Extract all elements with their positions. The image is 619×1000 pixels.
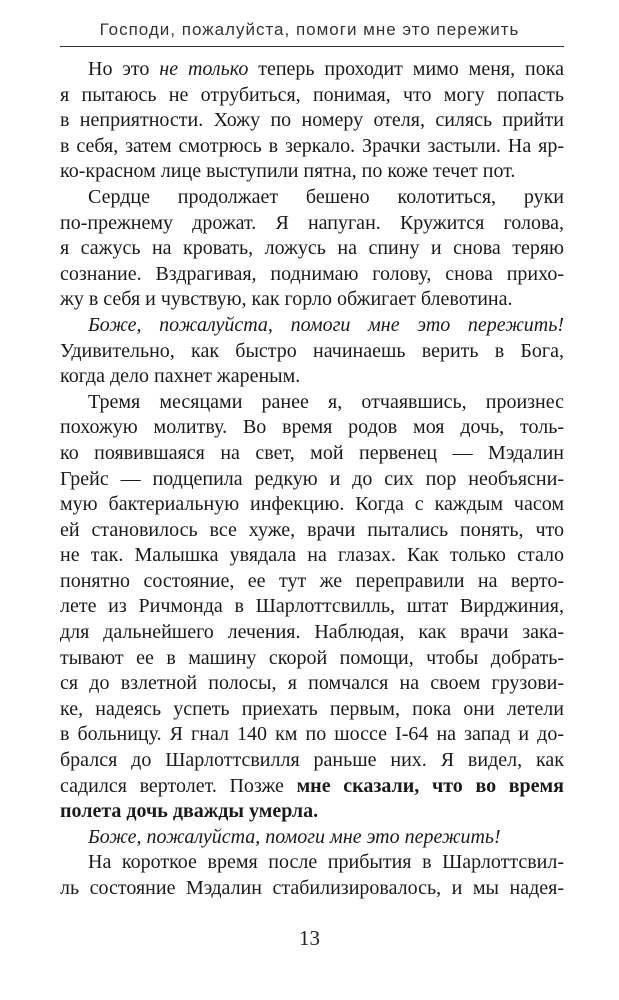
text-run: по-прежнему дрожат. Я напуган. Кружится голова,	[60, 211, 564, 234]
text-line	[60, 697, 564, 723]
text-run: для дальнейшего лечения. Наблюдая, как врачи зака-	[60, 621, 564, 644]
text-run: На короткое время после прибытия в Шарлоттсвил-	[88, 851, 564, 874]
text-line	[60, 134, 564, 160]
text-run: ко-красном лице выступили пятна, по коже течет пот.	[60, 160, 516, 183]
text-run: в неприятности. Хожу по номеру отеля, силясь прийти	[60, 109, 564, 132]
text-run: в больницу. Я гнал 140 км по шоссе I-64 на запад и до-	[60, 723, 564, 746]
text-line	[60, 722, 564, 748]
italic-text: Боже, пожалуйста, помоги мне это пережить!	[88, 825, 501, 848]
bold-text: полета дочь дважды умерла.	[60, 800, 319, 823]
text-line	[60, 313, 564, 339]
text-line	[60, 799, 564, 825]
text-run: понятно состояние, ее тут же переправили на верто-	[60, 569, 564, 592]
text-line	[60, 390, 564, 416]
text-line	[60, 83, 564, 109]
text-line	[60, 518, 564, 544]
text-run: ке, надеясь успеть приехать первым, пока они летели	[60, 697, 564, 720]
text-run: Сердце продолжает бешено колотиться, руки	[88, 185, 564, 208]
text-run: жу в себя и чувствую, как горло обжигает блевотина.	[60, 288, 513, 311]
text-run: в себя, затем смотрюсь в зеркало. Зрачки застыли. На яр-	[60, 134, 564, 157]
text-run: похожую молитву. Во время родов моя дочь, толь-	[60, 416, 564, 439]
text-line	[60, 108, 564, 134]
body-text	[60, 57, 564, 902]
text-run: брался до Шарлоттсвилля раньше них. Я видел, как	[60, 749, 564, 772]
text-line	[60, 57, 564, 83]
text-line	[60, 569, 564, 595]
italic-text: не только	[159, 58, 249, 80]
text-run: лете из Ричмонда в Шарлоттсвилль, штат Вирджиния,	[60, 595, 564, 618]
text-run: ей становилось все хуже, врачи пытались понять, что	[60, 518, 564, 541]
text-line	[60, 185, 564, 211]
text-line	[60, 467, 564, 493]
text-line	[60, 159, 564, 185]
text-line	[60, 620, 564, 646]
text-line	[60, 646, 564, 672]
running-header: Господи, пожалуйста, помоги мне это пережить	[99, 20, 520, 39]
text-run: ль состояние Мэдалин стабилизировалось, и мы надея-	[60, 877, 564, 899]
header-rule	[60, 46, 564, 47]
text-run: Но это	[88, 58, 160, 80]
text-line	[60, 774, 564, 800]
bold-text: мне сказали, что во время	[296, 774, 565, 797]
text-line	[60, 339, 564, 365]
text-line	[60, 236, 564, 262]
text-line	[60, 748, 564, 774]
text-line	[60, 850, 564, 876]
text-line	[60, 364, 564, 390]
text-run: садился вертолет. Позже	[60, 774, 297, 797]
text-run: я сажусь на кровать, ложусь на спину и снова теряю	[60, 237, 564, 260]
text-run: когда дело пахнет жареным.	[60, 365, 301, 388]
text-line	[60, 876, 564, 902]
text-run: не так. Малышка увядала на глазах. Как только стало	[60, 544, 564, 567]
text-line	[60, 441, 564, 467]
text-run: мую бактериальную инфекцию. Когда с каждым часом	[60, 493, 564, 516]
text-line	[60, 825, 564, 851]
text-run: сознание. Вздрагивая, поднимаю голову, снова прихо-	[60, 262, 564, 285]
text-line	[60, 671, 564, 697]
text-line	[60, 492, 564, 518]
text-run: ся до взлетной полосы, я помчался на своем грузови-	[60, 672, 564, 695]
text-run: Тремя месяцами ранее я, отчаявшись, произнес	[88, 390, 564, 413]
text-run: Грейс — подцепила редкую и до сих пор необъясни-	[60, 467, 564, 490]
text-line	[60, 211, 564, 237]
text-run: ко появившаяся на свет, мой первенец — Мэдалин	[60, 441, 564, 464]
text-line	[60, 262, 564, 288]
text-line	[60, 415, 564, 441]
text-run: теперь проходит мимо меня, пока	[248, 58, 564, 80]
page-number: 13	[299, 926, 320, 950]
italic-text: Боже, пожалуйста, помоги мне это пережить!	[88, 313, 564, 336]
text-line	[60, 287, 564, 313]
text-line	[60, 594, 564, 620]
text-run: Удивительно, как быстро начинаешь верить в Бога,	[60, 339, 564, 362]
text-line	[60, 543, 564, 569]
text-run: тывают ее в машину скорой помощи, чтобы добрать-	[60, 646, 564, 669]
text-run: я пытаюсь не отрубиться, понимая, что могу попасть	[60, 83, 564, 106]
